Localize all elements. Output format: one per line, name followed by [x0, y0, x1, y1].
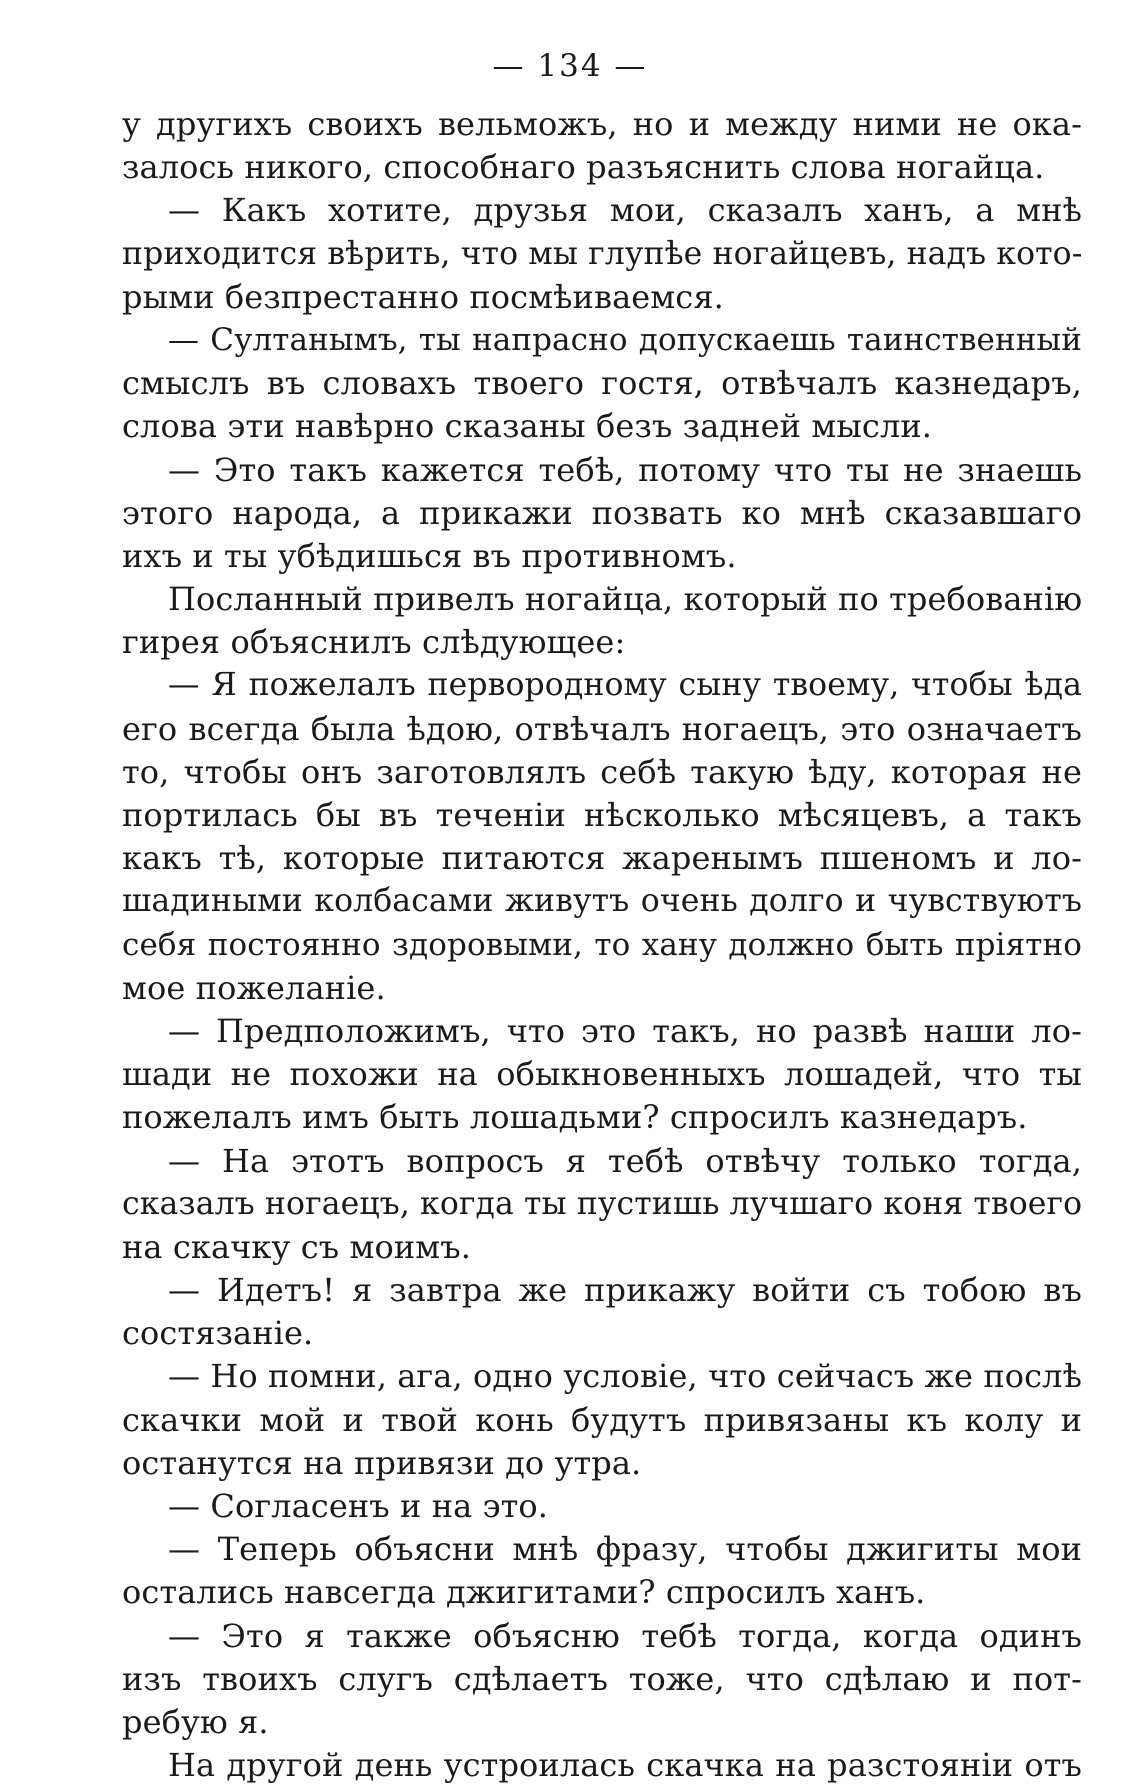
page-number: — 134 —	[492, 48, 648, 84]
text-line: Посланный привелъ ногайца, который по требованію	[168, 580, 1083, 619]
text-line: — Какъ хотите, друзья мои, сказалъ ханъ, а мнѣ	[168, 191, 1082, 230]
text-line: — На этотъ вопросъ я тебѣ отвѣчу только тогда,	[168, 1141, 1082, 1180]
text-line: какъ тѣ, которые питаются жаренымъ пшеномъ и ло-	[122, 839, 1082, 878]
text-line: — Согласенъ и на это.	[168, 1487, 549, 1525]
text-line: изъ твоихъ слугъ сдѣлаетъ тоже, что сдѣлаю и пот-	[122, 1659, 1082, 1698]
text-line: сказалъ ногаецъ, когда ты пустишь лучшаго коня твоего	[122, 1185, 1083, 1222]
text-line: слова эти навѣрно сказаны безъ задней мысли.	[122, 407, 933, 446]
text-line: пожелалъ имъ быть лошадьми? спросилъ казнедаръ.	[122, 1098, 1028, 1137]
text-line: этого народа, а прикажи позвать ко мнѣ сказавшаго	[122, 493, 1082, 532]
text-line: гирея объяснилъ слѣдующее:	[122, 623, 626, 662]
text-line: — Это такъ кажется тебѣ, потому что ты не знаешь	[168, 450, 1082, 489]
text-line: портилась бы въ теченіи нѣсколько мѣсяцевъ, а такъ	[122, 796, 1082, 834]
text-line: останутся на привязи до утра.	[122, 1443, 642, 1482]
text-line: ихъ и ты убѣдишься въ противномъ.	[122, 536, 737, 575]
text-line: приходится вѣрить, что мы глупѣе ногайцевъ, надъ кото-	[122, 235, 1083, 272]
text-line: на скачку съ моимъ.	[122, 1227, 471, 1266]
text-line: ребую я.	[122, 1702, 269, 1741]
text-line: — Теперь объясни мнѣ фразу, чтобы джигиты мои	[168, 1530, 1082, 1569]
text-line: остались навсегда джигитами? спросилъ ханъ.	[122, 1573, 926, 1612]
text-line: шади не похожи на обыкновенныхъ лошадей, что ты	[122, 1055, 1082, 1094]
text-line: состязаніе.	[122, 1314, 314, 1353]
text-line: — Предположимъ, что это такъ, но развѣ наши ло-	[168, 1011, 1082, 1050]
text-line: себя постоянно здоровыми, то хану должно быть пріятно	[122, 926, 1082, 963]
text-line: — Я пожелалъ первородному сыну твоему, чтобы ѣда	[168, 667, 1082, 704]
text-line: его всегда была ѣдою, отвѣчалъ ногаецъ, это означаетъ	[122, 709, 1082, 748]
text-line: шадиными колбасами живутъ очень долго и чувствуютъ	[122, 883, 1082, 920]
text-line: — Султанымъ, ты напрасно допускаешь таинственный	[168, 321, 1082, 358]
text-line: залось никого, способнаго разъяснить слова ногайца.	[122, 148, 1045, 187]
text-line: то, чтобы онъ заготовлялъ себѣ такую ѣду, которая не	[122, 752, 1082, 791]
text-line: скачки мой и твой конь будутъ привязаны къ колу и	[122, 1400, 1082, 1439]
text-line: мое пожеланіе.	[122, 968, 386, 1007]
text-line: рыми безпрестанно посмѣиваемся.	[122, 277, 724, 316]
body-text	[122, 103, 1082, 1787]
text-line: — Идетъ! я завтра же прикажу войти съ тобою въ	[168, 1271, 1082, 1310]
text-line: На другой день устроилась скачка на разстояніи отъ	[168, 1746, 1082, 1785]
text-line: — Но помни, ага, одно условіе, что сейчасъ же послѣ	[168, 1357, 1082, 1396]
text-line: у другихъ своихъ вельможъ, но и между ними не ока-	[122, 105, 1082, 143]
text-line: смыслъ въ словахъ твоего гостя, отвѣчалъ казнедаръ,	[122, 364, 1082, 403]
text-line: — Это я также объясню тебѣ тогда, когда одинъ	[168, 1616, 1082, 1655]
